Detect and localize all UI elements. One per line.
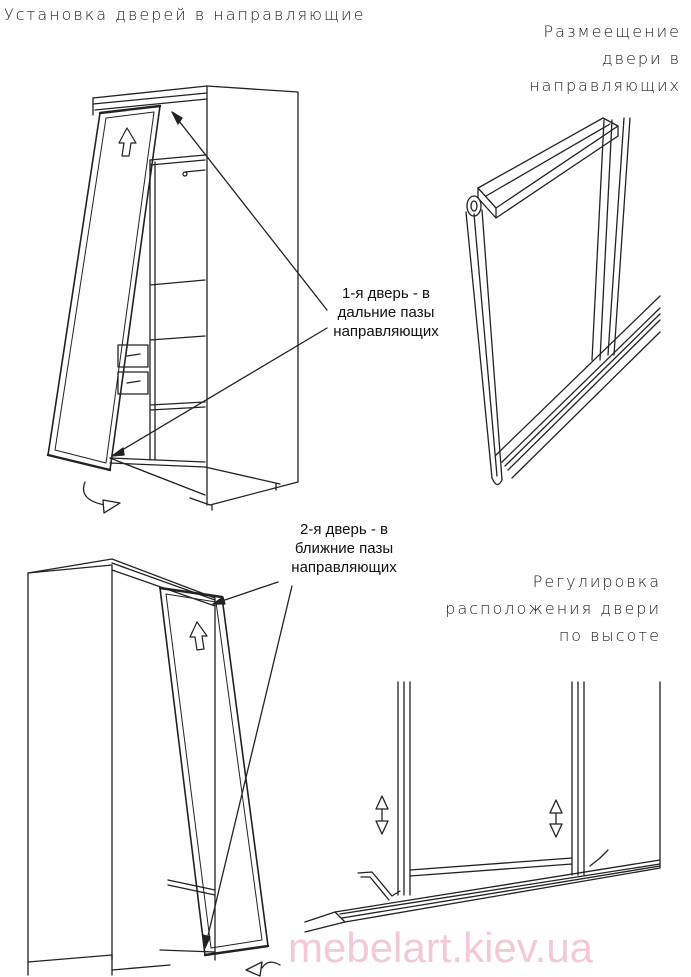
door2-note-line-1: 2-я дверь - в [300,521,388,538]
adjust-title-line-2: расположения двери [445,599,661,618]
wardrobe-2-illustration [28,559,292,976]
placement-title-line-3: направляющих [529,76,681,95]
door2-note-line-2: ближние пазы [294,540,394,557]
placement-title-line-1: Размеещение [543,22,681,41]
adjust-title [445,568,661,649]
wardrobe-1-illustration [48,86,327,513]
rail-profile-illustration [466,118,660,485]
adjust-title-line-1: Регулировка [532,572,661,591]
door1-note-line-3: направляющих [333,323,439,340]
install-title: Установка дверей в направляющие [4,5,366,24]
height-adjust-illustration [305,682,660,932]
door1-note-line-2: дальние пазы [337,304,435,321]
door1-note [318,284,454,341]
door2-note-line-3: направляющих [291,559,397,576]
watermark: mebelart.kiev.ua [288,924,594,971]
placement-title-line-2: двери в [601,49,681,68]
adjust-title-line-3: по высоте [558,626,661,645]
door1-note-line-1: 1-я дверь - в [342,285,430,302]
placement-title [529,18,681,99]
door2-note [276,520,412,577]
